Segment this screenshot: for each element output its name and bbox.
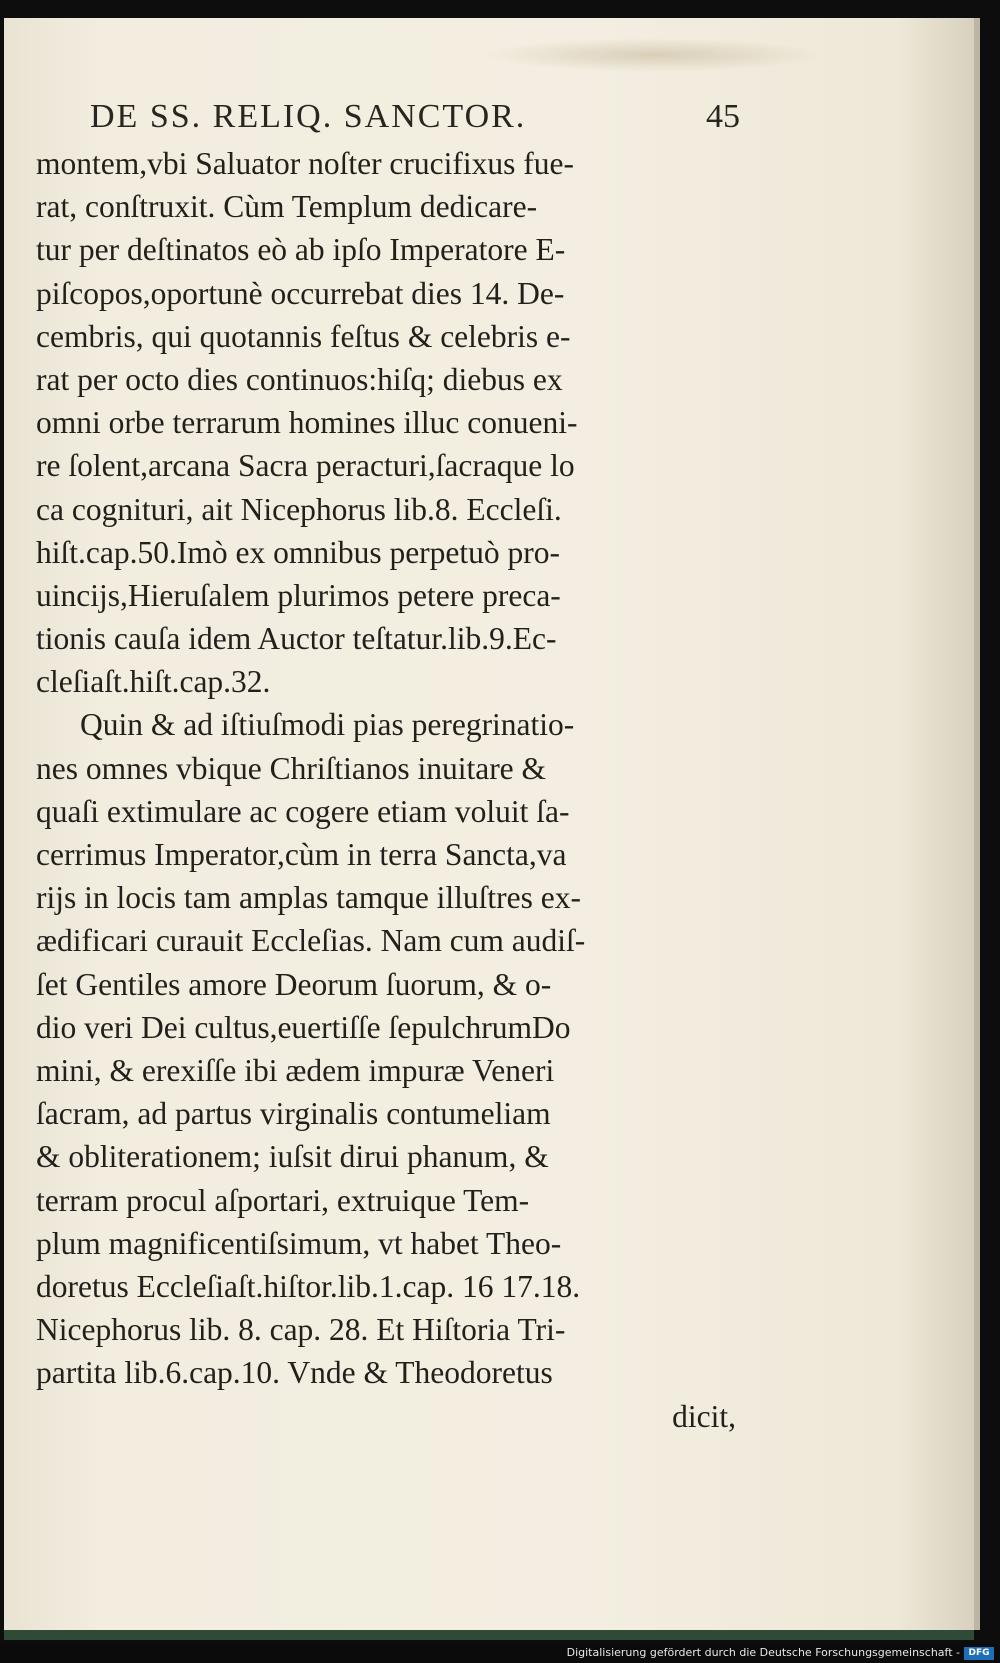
text-line: re ſolent,arcana Sacra peracturi,ſacraque lo (36, 448, 575, 484)
text-line: piſcopos,oportunè occurrebat dies 14. De- (36, 275, 565, 311)
text-line: montem,vbi Saluator noſter crucifixus fue- (36, 146, 574, 181)
text-line: rijs in locis tam amplas tamque illuſtres ex- (36, 880, 582, 916)
catchword: dicit, (672, 1399, 736, 1434)
text-line: hiſt.cap.50.Imò ex omnibus perpetuò pro- (36, 534, 561, 570)
text-line: quaſi extimulare ac cogere etiam voluit ſa- (36, 793, 570, 829)
paragraph-start-line: Quin & ad iſtiuſmodi pias peregrinatio- (80, 707, 575, 743)
page-number: 45 (706, 98, 740, 135)
running-title: DE SS. RELIQ. SANCTOR. (90, 98, 527, 135)
text-line: ſet Gentiles amore Deorum ſuorum, & o- (36, 966, 552, 1002)
page-bottom-edge (4, 1630, 974, 1640)
text-line: rat, conſtruxit. Cùm Templum dedicare- (36, 189, 538, 225)
text-line: partita lib.6.cap.10. Vnde & Theodoretus (36, 1355, 553, 1391)
dfg-logo: DFG (964, 1647, 994, 1660)
text-line: rat per octo dies continuos:hiſq; diebus ex (36, 361, 563, 397)
text-line: ca cognituri, ait Nicephorus lib.8. Eccleſi. (36, 491, 562, 527)
text-line: & obliterationem; iuſsit dirui phanum, & (36, 1139, 549, 1175)
funding-credit: Digitalisierung gefördert durch die Deutsche Forschungsgemeinschaft - (566, 1646, 960, 1659)
text-line: omni orbe terrarum homines illuc conueni- (36, 405, 578, 441)
text-line: uincijs,Hieruſalem plurimos petere preca- (36, 577, 561, 613)
text-line: Nicephorus lib. 8. cap. 28. Et Hiſtoria Tri- (36, 1312, 566, 1348)
text-line: ædificari curauit Eccleſias. Nam cum audiſ- (36, 923, 586, 959)
running-header (90, 98, 740, 142)
text-line: tionis cauſa idem Auctor teſtatur.lib.9.Ec- (36, 621, 557, 657)
paper-stain (484, 38, 824, 72)
digitization-footer (0, 1644, 1000, 1663)
text-line: ſacram, ad partus virginalis contumeliam (36, 1096, 551, 1132)
text-line: doretus Eccleſiaſt.hiſtor.lib.1.cap. 16 17.18. (36, 1268, 581, 1304)
text-line: dio veri Dei cultus,euertiſſe ſepulchrumDo (36, 1009, 571, 1045)
text-line: plum magnificentiſsimum, vt habet Theo- (36, 1225, 562, 1261)
text-line: cleſiaſt.hiſt.cap.32. (36, 664, 271, 700)
text-line: cerrimus Imperator,cùm in terra Sancta,va (36, 837, 567, 872)
body-text (36, 142, 736, 1394)
text-line: terram procul aſportari, extruique Tem- (36, 1182, 530, 1218)
text-line: tur per deſtinatos eò ab ipſo Imperatore E- (36, 232, 566, 268)
text-line: nes omnes vbique Chriſtianos inuitare & (36, 750, 547, 786)
text-line: cembris, qui quotannis feſtus & celebris e- (36, 318, 571, 354)
text-line: mini, & erexiſſe ibi ædem impuræ Veneri (36, 1052, 555, 1088)
